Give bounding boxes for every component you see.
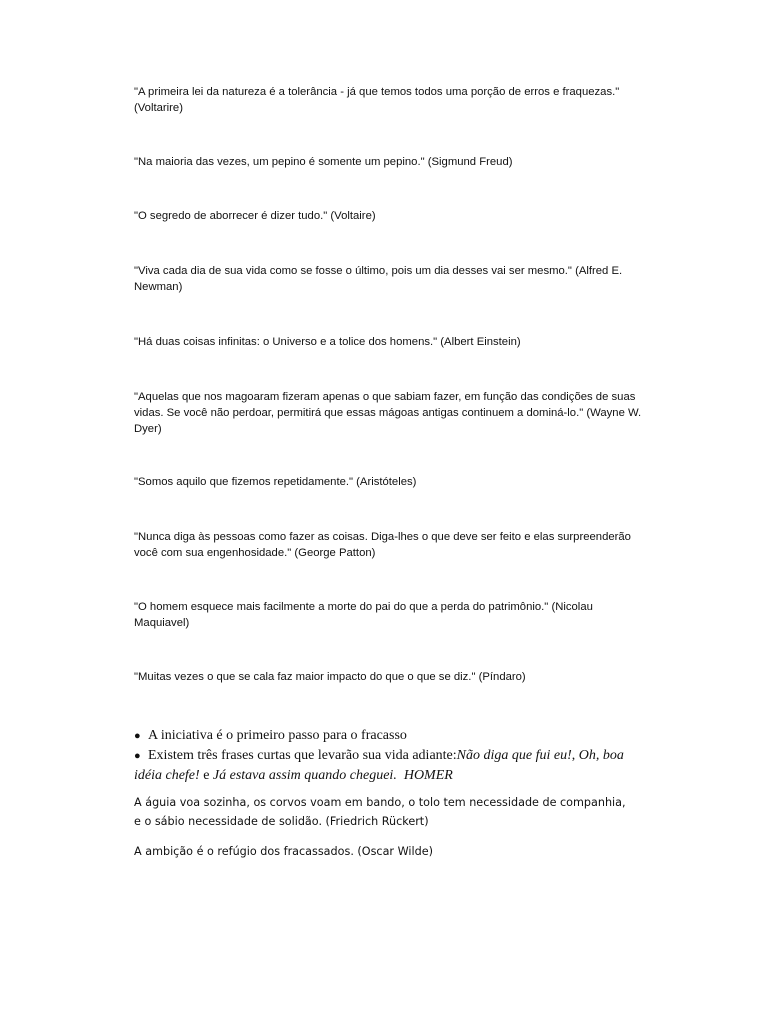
- bullet-icon: ●: [134, 730, 141, 742]
- bullet-item-homer: [134, 746, 644, 785]
- phrase-2: Oh, boa idéia chefe!: [134, 748, 624, 783]
- phrase-3: Já estava assim quando cheguei.: [212, 768, 397, 783]
- bullet-text: A iniciativa é o primeiro passo para o fracasso: [148, 728, 407, 743]
- phrase-1: Não diga que fui eu!: [456, 748, 572, 763]
- separator-2: e: [199, 768, 213, 783]
- quote-wilde: A ambição é o refúgio dos fracassados. (Oscar Wilde): [134, 845, 433, 858]
- quote-patton: "Nunca diga às pessoas como fazer as coisas. Diga-lhes o que deve ser feito e elas surpreenderão você com sua engenhosidade." (George Patton): [134, 531, 631, 559]
- quote-voltaire-segredo: "O segredo de aborrecer é dizer tudo." (Voltaire): [134, 210, 376, 222]
- bullet-list: [134, 726, 644, 785]
- quote-voltaire-tolerancia: "A primeira lei da natureza é a tolerância - já que temos todos uma porção de erros e fraquezas." (Voltarire): [134, 86, 620, 114]
- quote-maquiavel: "O homem esquece mais facilmente a morte do pai do que a perda do patrimônio." (Nicolau Maquiavel): [134, 601, 593, 629]
- quote-einstein: "Há duas coisas infinitas: o Universo e a tolice dos homens." (Albert Einstein): [134, 336, 521, 348]
- quote-newman: "Viva cada dia de sua vida como se fosse o último, pois um dia desses vai ser mesmo." (Alfred E. Newman): [134, 265, 623, 293]
- bullet-item-iniciativa: [134, 726, 644, 746]
- quote-pindaro: "Muitas vezes o que se cala faz maior impacto do que o que se diz." (Píndaro): [134, 671, 526, 683]
- quote-ruckert: A águia voa sozinha, os corvos voam em bando, o tolo tem necessidade de companhia, e o sábio necessidade de solidão. (Friedrich Rückert): [134, 796, 626, 828]
- quote-aristoteles: "Somos aquilo que fizemos repetidamente." (Aristóteles): [134, 476, 417, 488]
- author-homer: HOMER: [396, 768, 453, 783]
- quote-freud: "Na maioria das vezes, um pepino é somente um pepino." (Sigmund Freud): [134, 156, 513, 168]
- bullet-icon: ●: [134, 750, 141, 762]
- separator-1: ,: [571, 748, 579, 763]
- quote-dyer: "Aquelas que nos magoaram fizeram apenas o que sabiam fazer, em função das condições de suas vidas. Se você não perdoar, permitirá que essas mágoas antigas continuem a dominá-lo." (Wayne W. Dyer): [134, 391, 642, 435]
- bullet-text: Existem três frases curtas que levarão sua vida adiante:: [148, 748, 457, 763]
